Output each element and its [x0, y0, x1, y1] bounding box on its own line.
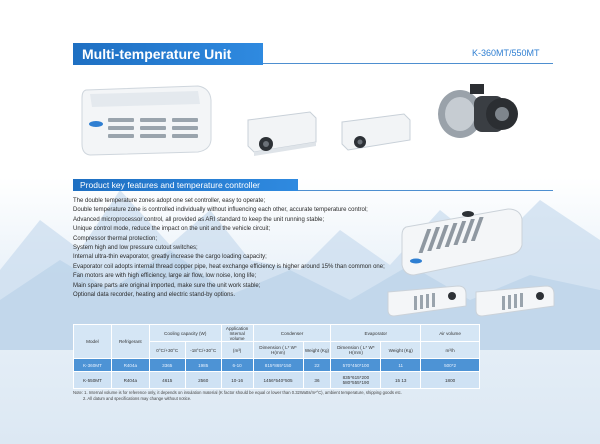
footnote-2: 2. All datum and specifications may change without notice.: [83, 396, 192, 401]
cell-condenser-weight: 22: [303, 359, 331, 372]
title-divider: [263, 63, 553, 64]
small-unit-image-2: [472, 282, 558, 320]
cell-condenser-dimension: 1456*540*505: [253, 372, 303, 389]
cell-cooling-0c: 3365: [149, 359, 185, 372]
cell-evaporator-weight: 11: [381, 359, 421, 372]
subheader-air-unit: m³/h: [421, 342, 480, 359]
list-item: Compressor thermal protection;: [73, 235, 158, 242]
cell-evaporator-dimension: 835*615*200 580*555*190: [331, 372, 381, 389]
subheader-volume-unit: (m³): [221, 342, 253, 359]
cell-refrigerant: R404a: [111, 372, 149, 389]
list-item: System high and low pressure cutout switches;: [73, 245, 198, 252]
cell-air-volume: 1800: [421, 372, 480, 389]
cell-cooling-0c: 4615: [149, 372, 185, 389]
subheader-condenser-dimension: Dimension ( L* W* H(mm): [253, 342, 303, 359]
list-item: Internal ultra-thin evaporator, greatly increase the cargo loading capacity;: [73, 254, 267, 261]
subheader-cooling-0c: 0°C/+30°C: [149, 342, 185, 359]
subheader-evaporator-weight: Weight (Kg): [381, 342, 421, 359]
features-title: Product key features and temperature controller: [80, 180, 261, 190]
header-model: Model: [74, 325, 112, 359]
subheader-condenser-weight: Weight (Kg): [303, 342, 331, 359]
cell-evaporator-dimension: 570*450*100: [331, 359, 381, 372]
page-title: Multi-temperature Unit: [82, 46, 232, 62]
cell-evaporator-weight: 15 13: [381, 372, 421, 389]
compressor-image: [432, 80, 522, 146]
cell-volume: 6-10: [221, 359, 253, 372]
condenser-unit-image: [78, 80, 218, 158]
small-unit-image-1: [384, 282, 470, 320]
subheader-evaporator-dimension: Dimension ( L* W* H(mm): [331, 342, 381, 359]
cell-condenser-weight: 36: [303, 372, 331, 389]
list-item: Main spare parts are original imported, make sure the unit work stable;: [73, 282, 261, 289]
features-list: [73, 197, 403, 300]
list-item: Advanced microprocessor control, all provided as ARI standard to keep the unit running stable;: [73, 216, 325, 223]
evaporator-unit-image-2: [338, 110, 413, 154]
header-application: Application Internal volume: [221, 325, 253, 342]
header-evaporator: Evaporator: [331, 325, 421, 342]
spec-table: [73, 324, 480, 389]
cell-cooling-18c: 1985: [185, 359, 221, 372]
footnotes: [73, 390, 402, 402]
list-item: The double temperature zones adopt one set controller, easy to operate;: [73, 198, 266, 204]
subheader-cooling-18c: -18°C/+30°C: [185, 342, 221, 359]
header-air-volume: Air volume: [421, 325, 480, 342]
list-item: Fan motors are with high efficiency, large air flow, low noise, long life;: [73, 273, 257, 280]
cell-refrigerant: R404a: [111, 359, 149, 372]
cell-condenser-dimension: 815*865*150: [253, 359, 303, 372]
cell-model: K-550MT: [74, 372, 112, 389]
cell-model: K-360MT: [74, 359, 112, 372]
header-cooling-capacity: Cooling capacity (W): [149, 325, 221, 342]
cell-air-volume: 500*2: [421, 359, 480, 372]
header-refrigerant: Refrigerant: [111, 325, 149, 359]
list-item: Optional data recorder, heating and electric stand-by options.: [73, 292, 236, 299]
cell-volume: 10-16: [221, 372, 253, 389]
list-item: Unique control mode, reduce the impact on the unit and the vehicle circuit;: [73, 226, 271, 233]
table-row: [74, 372, 480, 389]
list-item: Evaporator coil adopts internal thread copper pipe, heat exchange efficiency is higher around 15% than common one;: [73, 263, 385, 270]
table-row: [74, 359, 480, 372]
header-condenser: Condenser: [253, 325, 331, 342]
large-unit-image: [396, 205, 528, 280]
table-header-row: [74, 325, 480, 342]
list-item: Double temperature zone is controlled individually without influencing each other, accurate temperature control;: [73, 207, 368, 214]
cell-cooling-18c: 2560: [185, 372, 221, 389]
footnote-1: Note: 1. Internal volume is for reference only, it depends on insulation material (K factor should be equal or lower than 0.32Watts/m²°C), ambient temperature, shipping goods etc.: [73, 390, 402, 395]
evaporator-unit-image-1: [244, 108, 319, 158]
model-number: K-360MT/550MT: [472, 48, 540, 58]
features-divider: [298, 190, 553, 191]
